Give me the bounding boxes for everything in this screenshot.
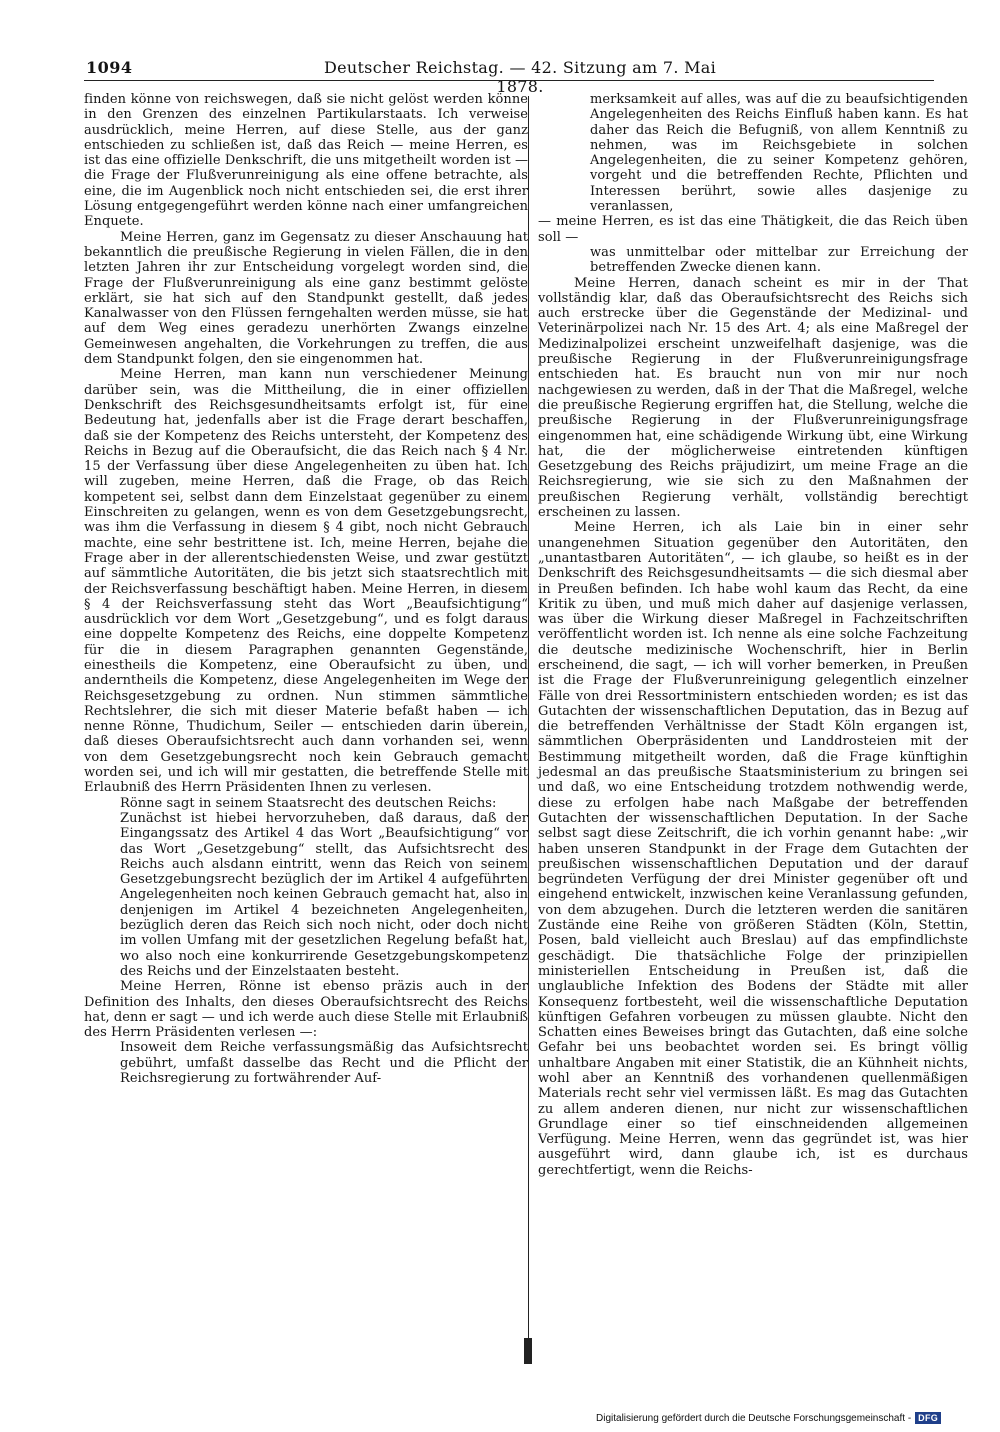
right-column-paragraph: merksamkeit auf alles, was auf die zu beaufsichtigenden Angelegenheiten des Reichs Einfluß haben kann. Es hat daher das Reich die Befugniß, von allem Kenntniß zu nehmen, was im Reichsgebiete in solchen Angelegenheiten, die zu seiner Kompetenz gehören, vorgeht und die betreffenden Rechte, Pflichten und Interessen berührt, sowie alles dasjenige zu veranlassen, (590, 92, 968, 215)
left-column-paragraph: Rönne sagt in seinem Staatsrecht des deutschen Reichs: (120, 795, 497, 811)
right-column-paragraph: Meine Herren, ich als Laie bin in einer sehr unangenehmen Situation gegenüber den Autoritäten, den „unantastbaren Autoritäten“, — ich glaube, so heißt es in der Denkschrift des Reichsgesundheitsamts — die sich diesmal aber in Preußen befinden. Ich habe wohl kaum das Recht, da eine Kritik zu üben, und muß mich daher auf dasjenige verlassen, was über die Wirkung dieser Maßregel in Fachzeitschriften veröffentlicht worden ist. Ich nenne als eine solche Fachzeitung die deutsche medizinische Wochenschrift, hier in Berlin erscheinend, die sagt, — ich will vorher bemerken, in Preußen ist die Frage der Flußverunreinigung gelegentlich einzelner Fälle von drei Ressortministern entschieden worden; es ist das Gutachten der wissenschaftlichen Deputation, das in Bezug auf die betreffenden Verhältnisse der Stadt Köln ergangen ist, sämmtlichen Oberpräsidenten und Landdrosteien mit der Bestimmung mitgetheilt worden, daß die Frage künftighin jedesmal an das preußische Staatsministerium zu bringen sei und daß, wo eine Entscheidung trotzdem nothwendig werde, diese zu erfolgen habe nach Maßgabe der betreffenden Gutachten der wissenschaftlichen Deputation. In der Sache selbst sagt diese Zeitschrift, die ich vorhin genannt habe: „wir haben unseren Standpunkt in der Frage dem Gutachten der preußischen wissenschaftlichen Deputation und der darauf begründeten Verfügung der drei Minister gegenüber oft und eingehend entwickelt, inzwischen keine Veranlassung gefunden, von dem abzugehen. Durch die letzteren werden die sanitären Zustände eine Reihe von größeren Städten (Köln, Stettin, Posen, bald vielleicht auch Breslau) auf das empfindlichste geschädigt. Die thatsächliche Folge der prinzipiellen ministeriellen Entscheidung in Preußen ist, daß die unglaubliche Infektion des Bodens der Städte mit aller Konsequenz fortbesteht, weil die wissenschaftliche Deputation künftigen Gefahren vorbeugen zu müssen glaubte. Nicht den Schatten eines Beweises bringt das Gutachten, daß eine solche Gefahr bei uns beobachtet worden sei. Es bringt völlig unhaltbare Angaben mit einer Statistik, die an Kühnheit nichts, wohl aber an Kenntniß des vorhandenen quellenmäßigen Materials recht sehr viel vermissen läßt. Es mag das Gutachten zu allem anderen dienen, nur nicht zur wissenschaftlichen Grundlage einer so tief einschneidenden allgemeinen Verfügung. Meine Herren, wenn das gegründet ist, was hier ausgeführt wird, dann glaube ich, ist es durchaus gerechtfertigt, wenn die Reichs- (538, 520, 968, 1178)
footer-credit-text: Digitalisierung gefördert durch die Deutsche Forschungsgemeinschaft - (596, 1412, 912, 1424)
column-divider-mark (524, 1338, 532, 1364)
left-column-paragraph: Meine Herren, man kann nun verschiedener Meinung darüber sein, was die Mittheilung, die in einer offiziellen Denkschrift des Reichsgesundheitsamts erfolgt ist, für eine Bedeutung hat, jedenfalls aber ist die Frage derart beschaffen, daß sie der Kompetenz des Reichs untersteht, der Kompetenz des Reichs in Bezug auf die Oberaufsicht, die das Reich nach § 4 Nr. 15 der Verfassung über diese Angelegenheiten zu üben hat. Ich will zugeben, meine Herren, daß die Frage, ob das Reich kompetent sei, selbst dann dem Einzelstaat gegenüber zu einem Einschreiten zu gelangen, wenn es von dem Gesetzgebungsrecht, was ihm die Verfassung in diesem § 4 gibt, noch nicht Gebrauch machte, eine sehr bestrittene ist. Ich, meine Herren, bejahe die Frage aber in der allerentschiedensten Weise, und zwar gestützt auf sämmtliche Autoritäten, die bis jetzt sich staatsrechtlich mit der Reichsverfassung beschäftigt haben. Meine Herren, in diesem § 4 der Reichsverfassung steht das Wort „Beaufsichtigung“ ausdrücklich vor dem Wort „Gesetzgebung“, und es folgt daraus eine doppelte Kompetenz des Reichs, eine doppelte Kompetenz für die in diesem Paragraphen genannten Gegenstände, einestheils die Kompetenz, eine Oberaufsicht zu üben, und anderntheils die Kompetenz, diese Angelegenheiten im Wege der Reichsgesetzgebung zu ordnen. Nun stimmen sämmtliche Rechtslehrer, die sich mit dieser Materie befaßt haben — ich nenne Rönne, Thudichum, Seiler — entschieden darin überein, daß dieses Oberaufsichtsrecht auch dann vorhanden sei, wenn von dem Gesetzgebungsrecht noch kein Gebrauch gemacht worden sei, und ich will mir gestatten, die betreffende Stelle mit Erlaubniß des Herrn Präsidenten Ihnen zu verlesen. (84, 367, 528, 796)
left-column-paragraph: Meine Herren, ganz im Gegensatz zu dieser Anschauung hat bekanntlich die preußische Regierung in vielen Fällen, die in den letzten Jahren ihr zur Entscheidung vorgelegt worden sind, die Frage der Flußverunreinigung als eine ganz bestimmt gelöste erklärt, sie hat sich auf den Standpunkt gestellt, daß jedes Kanalwasser von den Flüssen ferngehalten werden müsse, sie hat auf dem Weg eines geradezu unerhörten Zwangs einzelne Gemeinwesen angehalten, die Vorkehrungen zu treffen, die aus dem Standpunkt folgen, den sie eingenommen hat. (84, 229, 528, 368)
left-column-paragraph: Insoweit dem Reiche verfassungsmäßig das Aufsichtsrecht gebührt, umfaßt dasselbe das Recht und die Pflicht der Reichsregierung zu fortwährender Auf- (120, 1040, 528, 1086)
dfg-logo: DFG (915, 1412, 941, 1424)
running-title: Deutscher Reichstag. — 42. Sitzung am 7. Mai 1878. (323, 58, 717, 96)
column-divider (528, 96, 529, 1346)
footer-credit (596, 1412, 994, 1424)
right-column-paragraph: was unmittelbar oder mittelbar zur Erreichung der betreffenden Zwecke dienen kann. (590, 244, 968, 276)
left-column-paragraph: finden könne von reichswegen, daß sie nicht gelöst werden könne in den Grenzen des einzelnen Partikularstaats. Ich verweise ausdrücklich, meine Herren, auf diese Stelle, aus der ganz entschieden zu schließen ist, daß das Reich — meine Herren, es ist das eine offizielle Denkschrift, die uns mitgetheilt worden ist — die Frage der Flußverunreinigung als eine offene betrachte, als eine, die im Augenblick noch nicht entschieden sei, die erst ihrer Lösung entgegengeführt werden könne nach einer umfangreichen Enquete. (84, 92, 528, 230)
left-column (84, 92, 528, 1086)
right-column-paragraph: Meine Herren, danach scheint es mir in der That vollständig klar, daß das Oberaufsichtsrecht des Reichs sich auch erstrecke über die Gegenstände der Medizinal- und Veterinärpolizei nach Nr. 15 des Art. 4; als eine Maßregel der Medizinalpolizei erscheint unzweifelhaft dasjenige, was die preußische Regierung in der Flußverunreinigungsfrage entschieden hat. Es braucht nun von mir nur noch nachgewiesen zu werden, daß in der That die Maßregel, welche die preußische Regierung ergriffen hat, die Stellung, welche die preußische Regierung in der Flußverunreinigungsfrage eingenommen hat, eine schädigende Wirkung übt, eine Wirkung hat, die der möglicherweise eintretenden künftigen Gesetzgebung des Reichs präjudizirt, um meine Frage an die Reichsregierung, wie sie sich zu den Maßnahmen der preußischen Regierung verhält, vollständig berechtigt erscheinen zu lassen. (538, 275, 968, 521)
left-column-paragraph: Zunächst ist hiebei hervorzuheben, daß daraus, daß der Eingangssatz des Artikel 4 das Wort „Beaufsichtigung“ vor das Wort „Gesetzgebung“ stellt, das Aufsichtsrecht des Reichs auch alsdann eintritt, wenn das Reich von seinem Gesetzgebungsrecht bezüglich der im Artikel 4 aufgeführten Angelegenheiten noch keinen Gebrauch gemacht hat, also in denjenigen im Artikel 4 bezeichneten Angelegenheiten, bezüglich deren das Reich sich noch nicht, oder doch nicht im vollen Umfang mit der gesetzlichen Regelung befaßt hat, wo also noch eine konkurrirende Gesetzgebungskompetenz des Reichs und der Einzelstaaten besteht. (120, 810, 528, 979)
right-column-paragraph: — meine Herren, es ist das eine Thätigkeit, die das Reich üben soll — (538, 214, 968, 245)
right-column (538, 92, 968, 1178)
left-column-paragraph: Meine Herren, Rönne ist ebenso präzis auch in der Definition des Inhalts, den dieses Oberaufsichtsrecht des Reichs hat, denn er sagt — und ich werde auch diese Stelle mit Erlaubniß des Herrn Präsidenten verlesen —: (84, 979, 528, 1041)
header-rule (84, 80, 934, 81)
page-number: 1094 (86, 58, 133, 77)
